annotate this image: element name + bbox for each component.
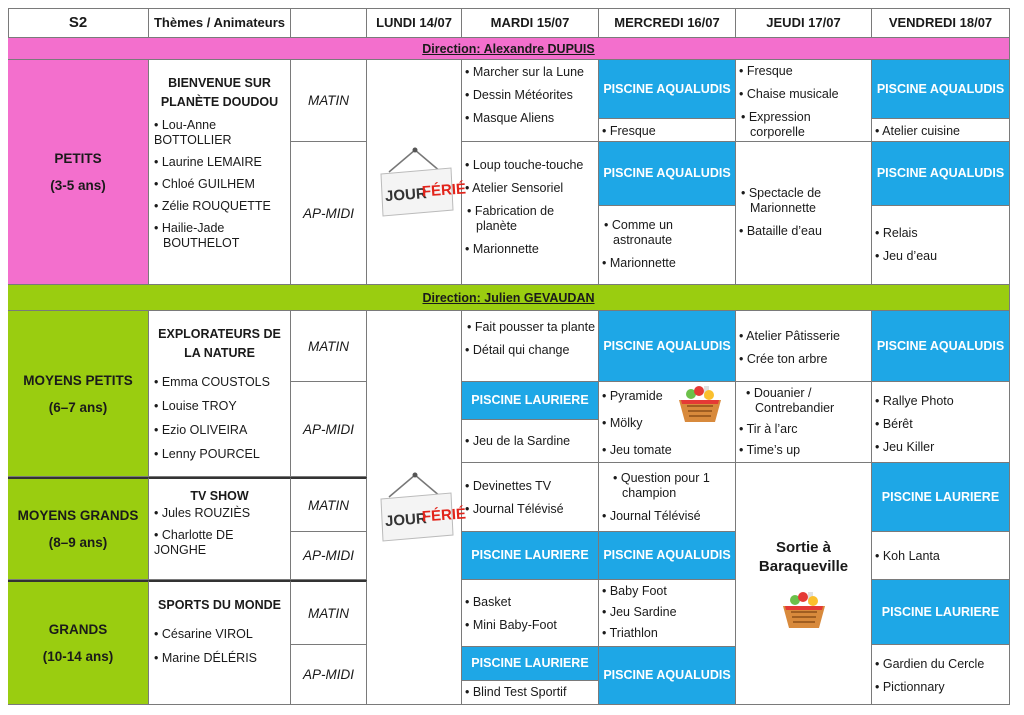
picnic-basket-icon xyxy=(675,384,725,424)
animateur: • Emma COUSTOLS xyxy=(154,375,270,389)
activity: • Fabrication de planète xyxy=(467,204,555,233)
activity: • Dessin Météorites xyxy=(465,88,573,102)
period-apmidi: AP-MIDI xyxy=(291,142,367,285)
direction-name: : Alexandre DUPUIS xyxy=(476,41,595,56)
grands-mardi-matin xyxy=(462,580,599,647)
petits-mardi-matin xyxy=(462,60,599,142)
petits-mercredi-matin xyxy=(599,119,736,142)
petits-vendredi-apmidi xyxy=(872,206,1010,285)
moyens-petits-mardi-apmidi xyxy=(462,420,599,463)
activity: • Fresque xyxy=(739,64,793,78)
jeudi-sortie-baraqueville xyxy=(736,463,872,705)
piscine-badge: PISCINE AQUALUDIS xyxy=(872,311,1010,382)
direction-label: Direction xyxy=(422,41,477,56)
period-header xyxy=(291,8,367,38)
grands-vendredi-apmidi xyxy=(872,645,1010,705)
sign-word-1: JOUR xyxy=(384,185,428,206)
group-name: MOYENS GRANDS xyxy=(17,508,139,523)
activity: • Rallye Photo xyxy=(875,394,954,408)
grands-mercredi-matin xyxy=(599,580,736,647)
sortie-line-2: Baraqueville xyxy=(758,557,849,575)
day-header-mardi: MARDI 15/07 xyxy=(462,8,599,38)
animateur: • Louise TROY xyxy=(154,399,237,413)
animateur: • Laurine LEMAIRE xyxy=(154,155,262,169)
theme-grands xyxy=(149,580,291,705)
period-matin: MATIN xyxy=(291,311,367,382)
jour-ferie-sign-icon xyxy=(375,471,467,545)
piscine-badge: PISCINE AQUALUDIS xyxy=(872,60,1010,119)
activity: • Jeu de la Sardine xyxy=(465,434,571,448)
period-apmidi: AP-MIDI xyxy=(291,532,367,580)
day-header-lundi: LUNDI 14/07 xyxy=(367,8,462,38)
piscine-badge: PISCINE LAURIERE xyxy=(462,647,599,681)
activity: • Mini Baby-Foot xyxy=(465,618,557,632)
activity: • Jeu d’eau xyxy=(875,249,938,263)
theme-moyens-grands xyxy=(149,477,291,580)
group-name: PETITS xyxy=(54,151,102,166)
moyens-petits-vendredi-apmidi xyxy=(872,382,1010,463)
direction-banner-1 xyxy=(8,38,1010,60)
piscine-badge: PISCINE AQUALUDIS xyxy=(599,311,736,382)
activity: • Chaise musicale xyxy=(739,87,839,101)
piscine-badge: PISCINE LAURIERE xyxy=(462,532,599,580)
activity: • Jeu tomate xyxy=(602,443,672,457)
group-moyens-petits xyxy=(8,311,149,477)
lundi-ferie-2 xyxy=(367,311,467,705)
moyens-grands-mercredi-matin xyxy=(599,463,736,532)
animateur: • Chloé GUILHEM xyxy=(154,177,255,191)
moyens-petits-mardi-matin xyxy=(462,311,599,382)
activity: • Expression corporelle xyxy=(741,110,811,139)
animateur: • Charlotte DE JONGHE xyxy=(154,528,234,557)
activity: • Détail qui change xyxy=(465,343,570,357)
piscine-badge: PISCINE AQUALUDIS xyxy=(599,142,736,206)
piscine-badge: PISCINE AQUALUDIS xyxy=(872,142,1010,206)
group-age: (6–7 ans) xyxy=(48,399,108,415)
activity: • Comme un astronaute xyxy=(604,218,673,247)
activity: • Journal Télévisé xyxy=(465,502,564,516)
period-apmidi: AP-MIDI xyxy=(291,645,367,705)
piscine-badge: PISCINE LAURIERE xyxy=(872,463,1010,532)
activity: • Relais xyxy=(875,226,918,240)
activity: • Marionnette xyxy=(602,256,676,270)
theme-petits xyxy=(149,60,291,285)
piscine-badge: PISCINE AQUALUDIS xyxy=(599,532,736,580)
animateur: • Zélie ROUQUETTE xyxy=(154,199,271,213)
activity: • Basket xyxy=(465,595,512,609)
direction-name: : Julien GEVAUDAN xyxy=(476,290,595,305)
activity: • Bérêt xyxy=(875,417,913,431)
petits-vendredi-matin xyxy=(872,119,1010,142)
activity: • Pyramide xyxy=(602,389,663,403)
piscine-badge: PISCINE LAURIERE xyxy=(462,382,599,420)
group-name: GRANDS xyxy=(48,622,108,637)
activity: • Journal Télévisé xyxy=(602,509,701,523)
lundi-ferie-1 xyxy=(367,60,467,285)
animateur: • Hailie-Jade BOUTHELOT xyxy=(154,221,240,250)
sign-word-2: FÉRIÉ xyxy=(421,180,467,201)
activity: • Marionnette xyxy=(465,242,539,256)
activity: • Spectacle de Marionnette xyxy=(741,186,822,215)
day-header-vendredi: VENDREDI 18/07 xyxy=(872,8,1010,38)
petits-mardi-apmidi xyxy=(462,142,599,285)
petits-jeudi-matin xyxy=(736,60,872,142)
animateur: • Césarine VIROL xyxy=(154,627,253,641)
activity: • Atelier cuisine xyxy=(875,124,960,138)
day-header-mercredi: MERCREDI 16/07 xyxy=(599,8,736,38)
animateur: • Lou-Anne BOTTOLLIER xyxy=(154,118,232,147)
activity: • Triathlon xyxy=(602,626,658,640)
period-matin: MATIN xyxy=(291,60,367,142)
day-header-jeudi: JEUDI 17/07 xyxy=(736,8,872,38)
activity: • Fait pousser ta plante xyxy=(467,320,596,334)
activity: • Douanier / Contrebandier xyxy=(746,386,835,415)
animateur: • Jules ROUZIÈS xyxy=(154,506,251,520)
activity: • Atelier Sensoriel xyxy=(465,181,564,195)
petits-mercredi-apmidi xyxy=(599,206,736,285)
animateur: • Marine DÉLÉRIS xyxy=(154,651,258,665)
period-matin: MATIN xyxy=(291,477,367,532)
week-label: S2 xyxy=(8,8,149,38)
animateur: • Lenny POURCEL xyxy=(154,447,260,461)
piscine-badge: PISCINE AQUALUDIS xyxy=(599,647,736,705)
moyens-grands-vendredi-apmidi xyxy=(872,532,1010,580)
theme-title: BIENVENUE SUR PLANÈTE DOUDOU xyxy=(160,76,279,109)
activity: • Tir à l’arc xyxy=(739,422,798,436)
group-petits xyxy=(8,60,149,285)
activity: • Devinettes TV xyxy=(465,479,552,493)
group-age: (8–9 ans) xyxy=(48,535,108,550)
moyens-grands-mardi-matin xyxy=(462,463,599,532)
direction-banner-2 xyxy=(8,285,1010,311)
theme-title: EXPLORATEURS DE LA NATURE xyxy=(158,327,281,360)
theme-moyens-petits xyxy=(149,311,291,477)
piscine-badge: PISCINE AQUALUDIS xyxy=(599,60,736,119)
grands-mardi-apmidi xyxy=(462,681,599,705)
group-name: MOYENS PETITS xyxy=(23,372,133,388)
jour-ferie-sign-icon xyxy=(375,146,467,220)
activity: • Time’s up xyxy=(739,443,801,457)
sign-word-1: JOUR xyxy=(384,510,428,531)
themes-header: Thèmes / Animateurs xyxy=(149,8,291,38)
petits-jeudi-apmidi xyxy=(736,142,872,285)
activity: • Atelier Pâtisserie xyxy=(739,329,840,343)
activity: • Pictionnary xyxy=(875,680,945,694)
activity: • Blind Test Sportif xyxy=(465,685,567,699)
moyens-petits-jeudi-matin xyxy=(736,311,872,382)
piscine-badge: PISCINE LAURIERE xyxy=(872,580,1010,645)
picnic-basket-icon xyxy=(779,590,829,630)
activity: • Jeu Killer xyxy=(875,440,935,454)
activity: • Loup touche-touche xyxy=(465,158,584,172)
activity: • Koh Lanta xyxy=(875,549,940,563)
group-grands xyxy=(8,580,149,705)
group-moyens-grands xyxy=(8,477,149,580)
animateur: • Ezio OLIVEIRA xyxy=(154,423,248,437)
group-age: (10-14 ans) xyxy=(42,649,114,664)
theme-title: SPORTS DU MONDE xyxy=(158,598,281,612)
moyens-petits-jeudi-apmidi xyxy=(736,382,872,463)
activity: • Baby Foot xyxy=(602,584,667,598)
activity: • Marcher sur la Lune xyxy=(465,65,585,79)
activity: • Question pour 1 champion xyxy=(613,471,710,500)
moyens-petits-mercredi-apmidi xyxy=(599,382,736,463)
group-age: (3-5 ans) xyxy=(50,178,106,193)
activity: • Fresque xyxy=(602,124,656,138)
direction-label: Direction xyxy=(422,290,477,305)
period-apmidi: AP-MIDI xyxy=(291,382,367,477)
theme-title: TV SHOW xyxy=(190,489,249,503)
activity: • Crée ton arbre xyxy=(739,352,828,366)
activity: • Bataille d’eau xyxy=(739,224,822,238)
activity: • Masque Aliens xyxy=(465,111,555,125)
sign-word-2: FÉRIÉ xyxy=(421,505,467,526)
period-matin: MATIN xyxy=(291,580,367,645)
sortie-line-1: Sortie à xyxy=(775,538,832,556)
activity: • Gardien du Cercle xyxy=(875,657,985,671)
activity: • Jeu Sardine xyxy=(602,605,677,619)
activity: • Mölky xyxy=(602,416,643,430)
